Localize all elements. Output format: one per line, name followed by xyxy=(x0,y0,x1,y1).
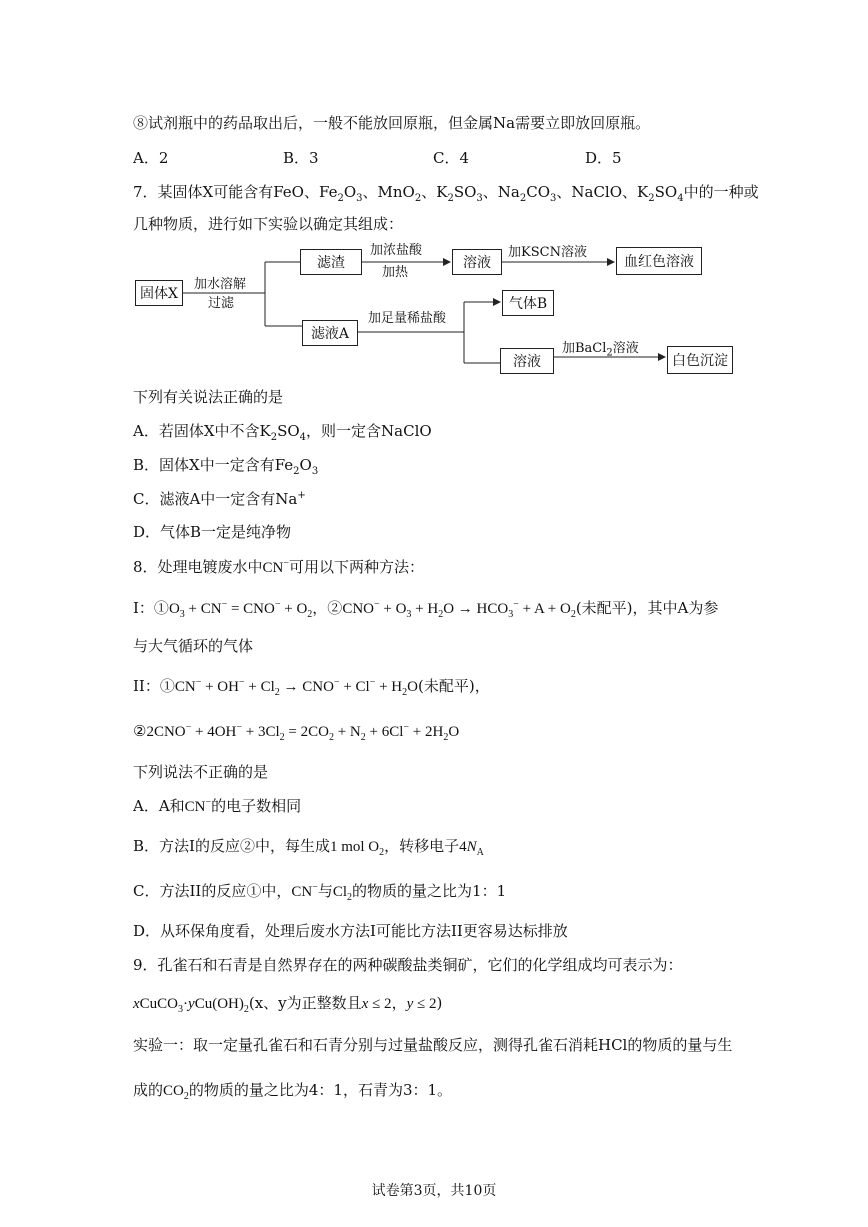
q6-option-b: B．3 xyxy=(283,149,319,167)
q7-stem-line1: 7．某固体X可能含有FeO、$Fe_2O_3$、MnO$_2$、$K_2SO_3$、$Na_2CO_3$、NaClO、$K_2SO_4$中的一种或 xyxy=(133,183,759,204)
q8-method2-line2: ②2CNO− + $4OH^- + 3Cl_2 = 2CO_2 + N_2 + 6Cl^- + 2H_2O$ xyxy=(133,722,460,743)
q6-option-a: A．2 xyxy=(133,149,169,167)
q8-stem: 8．处理电镀废水中CN−可用以下两种方法： xyxy=(133,558,425,576)
q8-method2-line1: II：①CN− + $OH^- + Cl_2 \to CNO^- + Cl^- + H_2O$(未配平)， xyxy=(133,677,490,698)
q8-option-d: D．从环保角度看，处理后废水方法I可能比方法II更容易达标排放 xyxy=(133,922,568,940)
q6-item8-text: 试剂瓶中的药品取出后，一般不能放回原瓶，但金属Na需要立即放回原瓶。 xyxy=(148,114,651,132)
q8-option-c: C．方法II的反应①中，CN−与$Cl_2$的物质的量之比为1：1 xyxy=(133,882,507,903)
q9-exp1-line2: 成的$CO_2$的物质的量之比为4：1，石青为3：1。 xyxy=(133,1081,453,1102)
white-ppt-box: 白色沉淀 xyxy=(667,346,733,374)
step2-label-bottom: 加热 xyxy=(382,265,409,280)
q8-option-a: A．A和CN−的电子数相同 xyxy=(133,797,302,815)
q9-formula: $xCuCO_3\cdot yCu(OH)_2(x$、y为正整数且x ≤ 2，y ≤ 2) xyxy=(133,994,443,1015)
filtrate-a-box: 滤液A xyxy=(302,320,358,346)
q9-stem: 9．孔雀石和石青是自然界存在的两种碳酸盐类铜矿，它们的化学组成均可表示为： xyxy=(133,956,683,974)
residue-box: 滤渣 xyxy=(300,249,362,275)
step1-label-bottom: 过滤 xyxy=(208,296,235,311)
solution1-box: 溶液 xyxy=(452,249,502,275)
blood-red-box: 血红色溶液 xyxy=(616,247,702,275)
q8-method1-line1: I：$①O_3 + CN^- = CNO^- + O_2$，②CNO− + $O_3 + H_2O \to HCO_3^- + A + O_2$(未配平)，其中A为参 xyxy=(133,599,719,620)
q7-option-a: A．若固体X中不含$K_2SO_4$，则一定含NaClO xyxy=(133,422,432,443)
step5-label: 加BaCl$_2$溶液 xyxy=(562,341,639,359)
q7-stem-line2: 几种物质，进行如下实验以确定其组成： xyxy=(133,215,404,233)
step3-label: 加KSCN溶液 xyxy=(508,245,587,260)
q7-option-c: C．滤液A中一定含有Na+ xyxy=(133,490,306,508)
q6-option-c: C．4 xyxy=(433,149,470,167)
circled-8-marker: ⑧ xyxy=(133,114,149,132)
q7-option-b: B．固体X中一定含有$Fe_2O_3$ xyxy=(133,456,319,477)
step2-label-top: 加浓盐酸 xyxy=(370,243,423,258)
q7-option-d: D．气体B一定是纯净物 xyxy=(133,523,292,541)
solution2-box: 溶液 xyxy=(500,348,554,374)
q8-option-b: B．方法I的反应②中，每生成1 mol $O_2$，转移电子$4N_A$ xyxy=(133,837,484,858)
q9-exp1-line1: 实验一：取一定量孔雀石和石青分别与过量盐酸反应，测得孔雀石消耗HCl的物质的量与生 xyxy=(133,1036,733,1054)
q8-method1-line2: 与大气循环的气体 xyxy=(133,637,254,655)
gas-b-box: 气体B xyxy=(502,290,554,316)
q7-flow-lines xyxy=(0,0,868,400)
step1-label-top: 加水溶解 xyxy=(194,277,247,292)
q8-prompt: 下列说法不正确的是 xyxy=(133,763,269,781)
q6-option-d: D．5 xyxy=(585,149,622,167)
q7-prompt: 下列有关说法正确的是 xyxy=(133,388,284,406)
step4-label: 加足量稀盐酸 xyxy=(368,311,447,326)
page-footer: 试卷第3页，共10页 xyxy=(371,1183,497,1199)
solid-x-box: 固体X xyxy=(135,280,183,306)
